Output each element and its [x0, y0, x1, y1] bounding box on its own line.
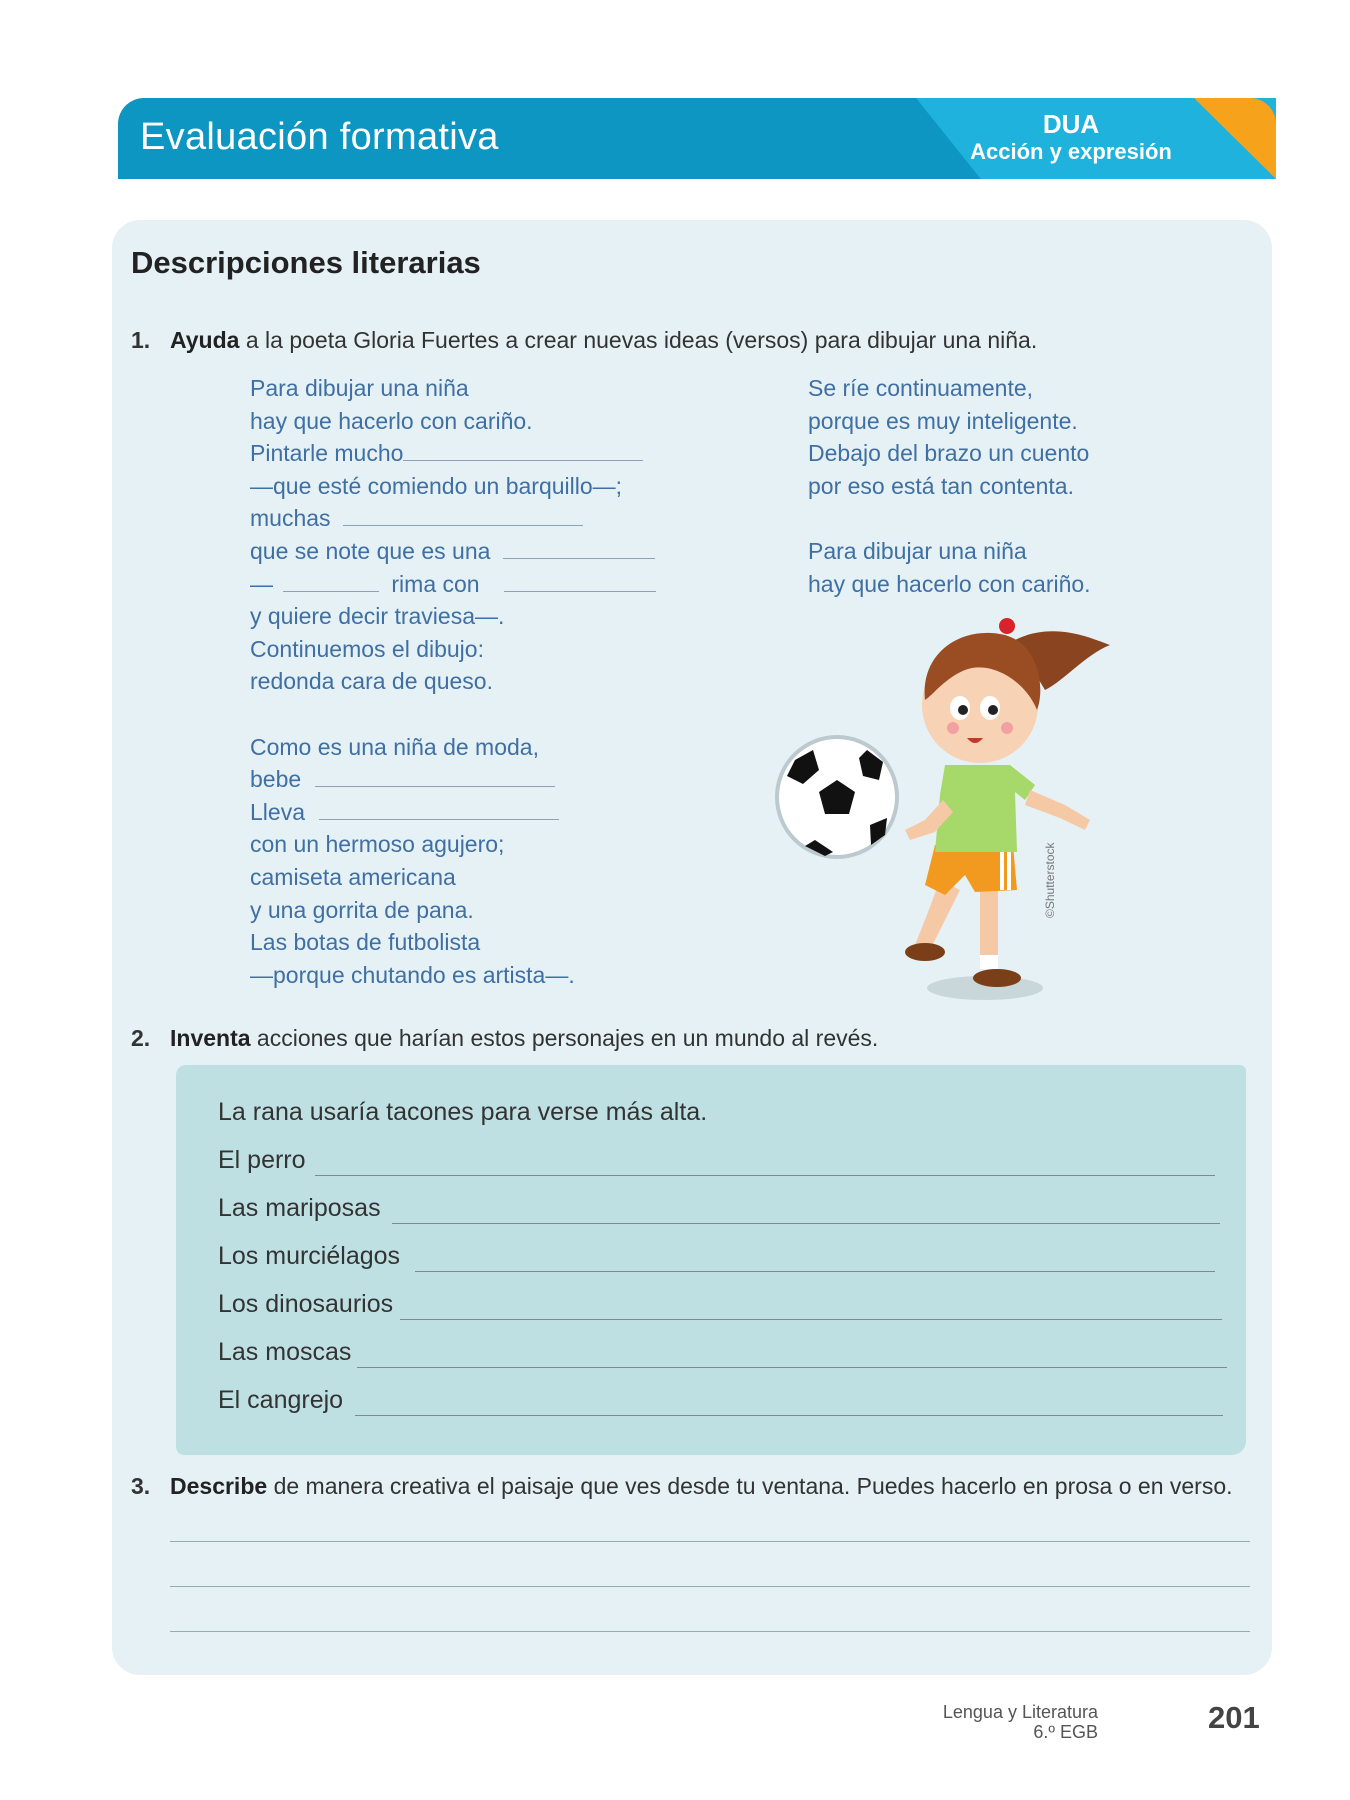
question-text: a la poeta Gloria Fuertes a crear nuevas ideas (versos) para dibujar una niña.: [245, 327, 1038, 353]
example-sentence: La rana usaría tacones para verse más alta.: [218, 1098, 708, 1126]
image-credit: ©Shutterstock: [1043, 842, 1057, 918]
question-verb: Ayuda: [170, 327, 240, 353]
question-number: 2.: [131, 1025, 151, 1051]
prompt-perro: El perro: [218, 1146, 306, 1174]
fill-blank[interactable]: [283, 590, 379, 592]
poem-line: —que esté comiendo un barquillo—;: [250, 472, 623, 499]
poem-line: Se ríe continuamente,: [808, 375, 1034, 401]
fill-blank[interactable]: [343, 524, 583, 526]
prompt-dinosaurios: Los dinosaurios: [218, 1290, 394, 1318]
poem-line: Debajo del brazo un cuento: [808, 440, 1090, 467]
arm: [1025, 790, 1090, 830]
poem-line: — rima con: [250, 568, 690, 601]
sock: [980, 955, 998, 969]
poem-line: y una gorrita de pana.: [250, 896, 474, 923]
dua-label: DUA: [1042, 109, 1100, 139]
poem-line: bebe: [250, 763, 690, 796]
question-number: 3.: [131, 1473, 151, 1499]
fill-blank[interactable]: [319, 818, 559, 820]
poem-line: camiseta americana: [250, 863, 456, 890]
dua-subtitle: Acción y expresión: [970, 139, 1172, 164]
poem-line: y quiere decir traviesa—.: [250, 603, 505, 630]
poem-line: Las botas de futbolista: [250, 929, 481, 956]
shorts-stripe: [1007, 850, 1011, 890]
fill-blank[interactable]: [315, 785, 555, 787]
dua-badge: [966, 110, 1176, 166]
poem-line: porque es muy inteligente.: [808, 407, 1078, 434]
poem-line: redonda cara de queso.: [250, 668, 493, 695]
answer-line-cangrejo[interactable]: [355, 1415, 1223, 1416]
boot: [973, 969, 1021, 987]
boot: [905, 943, 945, 961]
poem-line: muchas: [250, 502, 690, 535]
fill-blank[interactable]: [504, 590, 656, 592]
poem-right-column: [808, 372, 1228, 600]
prompt-mariposas: Las mariposas: [218, 1194, 381, 1222]
poem-left-column: [250, 372, 690, 991]
question-text: de manera creativa el paisaje que ves desde tu ventana. Puedes hacerlo en prosa o en verso.: [273, 1473, 1233, 1499]
poem-spacer: [808, 502, 1228, 535]
poem-line: Para dibujar una niña: [250, 375, 469, 401]
poem-line: por eso está tan contenta.: [808, 472, 1074, 499]
poem-line: —porque chutando es artista—.: [250, 961, 575, 988]
question-3: [131, 1473, 1233, 1500]
writing-line-3[interactable]: [170, 1631, 1250, 1632]
prompt-moscas: Las moscas: [218, 1338, 352, 1366]
answer-line-murcielagos[interactable]: [415, 1271, 1215, 1272]
question-number: 1.: [131, 327, 151, 353]
question-text: acciones que harían estos personajes en un mundo al revés.: [256, 1025, 879, 1051]
poem-line: Lleva: [250, 796, 690, 829]
writing-line-1[interactable]: [170, 1541, 1250, 1542]
cheek: [1001, 722, 1013, 734]
poem-spacer: [250, 698, 690, 731]
page-number: 201: [1208, 1700, 1260, 1735]
fill-blank[interactable]: [403, 459, 643, 461]
poem-line: que se note que es una: [250, 535, 690, 568]
page-title: Evaluación formativa: [140, 116, 499, 158]
writing-line-2[interactable]: [170, 1586, 1250, 1587]
poem-line: hay que hacerlo con cariño.: [250, 407, 533, 434]
girl-soccer-illustration: [775, 600, 1125, 1010]
question-verb: Inventa: [170, 1025, 251, 1051]
pupil: [958, 705, 968, 715]
poem-line: con un hermoso agujero;: [250, 831, 505, 858]
shorts-stripe: [1000, 850, 1004, 890]
answer-line-perro[interactable]: [315, 1175, 1215, 1176]
footer-subject: [943, 1702, 1098, 1742]
prompt-murcielagos: Los murciélagos: [218, 1242, 401, 1270]
question-2: [131, 1025, 878, 1052]
poem-line: Como es una niña de moda,: [250, 733, 539, 760]
poem-line: Continuemos el dibujo:: [250, 635, 484, 662]
cheek: [947, 722, 959, 734]
grade-label: 6.º EGB: [1033, 1722, 1098, 1742]
question-verb: Describe: [170, 1473, 268, 1499]
answer-line-mariposas[interactable]: [392, 1223, 1220, 1224]
question-1: [131, 327, 1037, 354]
poem-line: hay que hacerlo con cariño.: [808, 570, 1091, 597]
answer-line-dinosaurios[interactable]: [400, 1319, 1222, 1320]
subject-name: Lengua y Literatura: [942, 1702, 1098, 1722]
prompt-cangrejo: El cangrejo: [218, 1386, 344, 1414]
poem-line: Para dibujar una niña: [808, 537, 1027, 564]
header-banner: [118, 98, 1276, 179]
fill-blank[interactable]: [503, 557, 655, 559]
hair-bow: [999, 618, 1015, 634]
section-title: Descripciones literarias: [131, 245, 481, 280]
pupil: [988, 705, 998, 715]
poem-line: Pintarle mucho: [250, 437, 690, 470]
answer-line-moscas[interactable]: [357, 1367, 1227, 1368]
